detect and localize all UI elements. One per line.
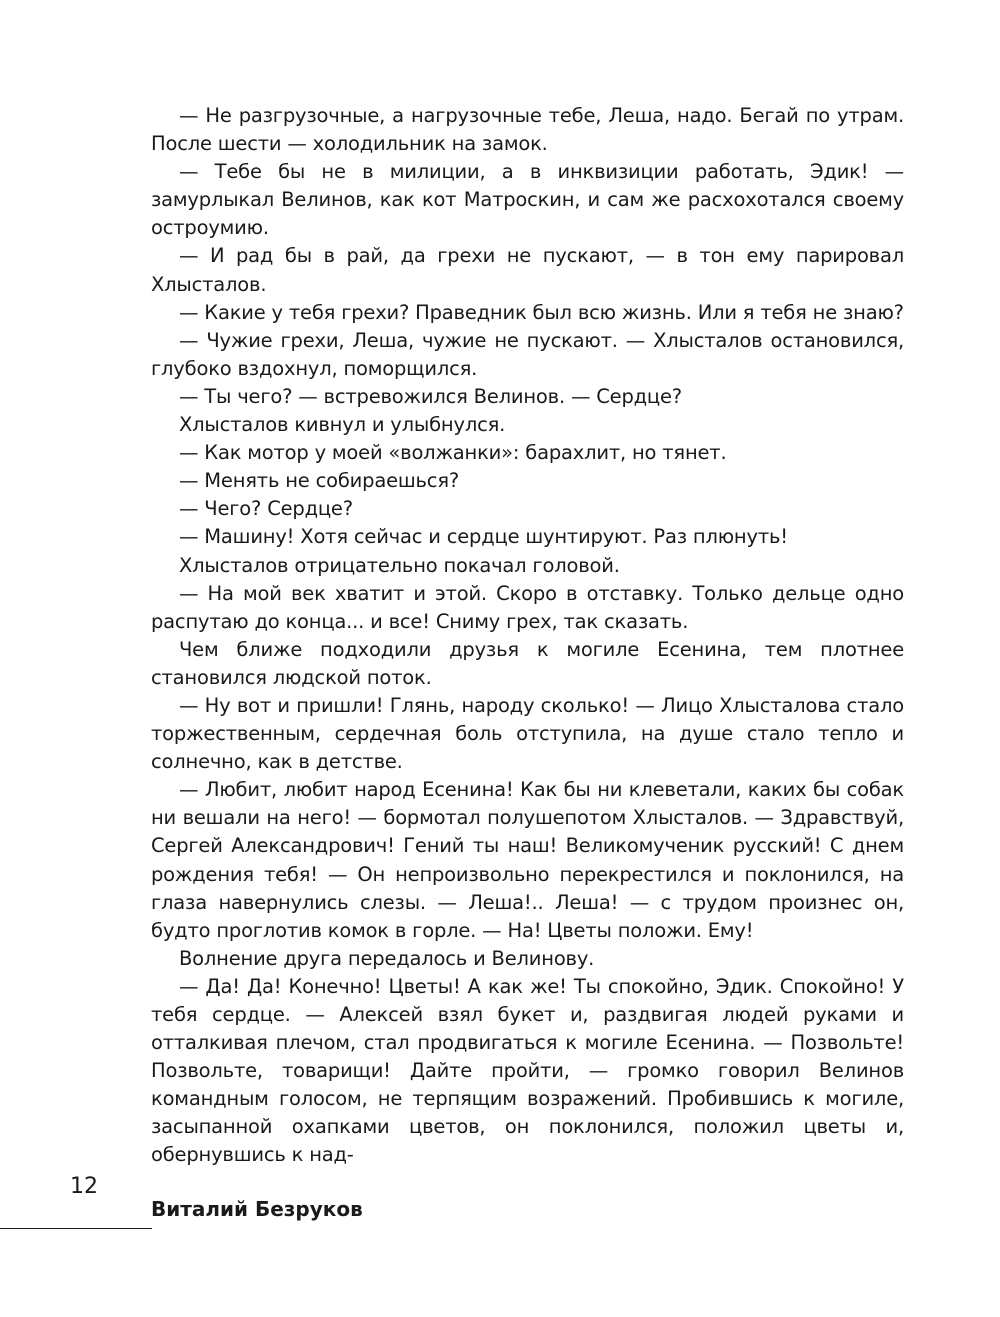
running-footer-author: Виталий Безруков [151,1197,363,1221]
paragraph: Чем ближе подходили друзья к могиле Есенина, тем плотнее становился людской поток. [151,637,904,689]
paragraph: Хлысталов отрицательно покачал головой. [179,553,620,577]
page-number: 12 [70,1174,98,1199]
paragraph: — И рад бы в рай, да грехи не пускают, — в тон ему парировал Хлысталов. [151,244,904,296]
paragraph: — Чего? Сердце? [179,497,353,521]
paragraph: — Чужие грехи, Леша, чужие не пускают. — Хлысталов остановился, глубоко вздохнул, поморщился. [151,328,904,380]
body-text [151,102,904,1170]
paragraph: — Менять не собираешься? [179,469,460,493]
paragraph: Волнение друга передалось и Велинову. [179,946,595,970]
paragraph: — Как мотор у моей «волжанки»: барахлит, но тянет. [179,441,727,465]
paragraph: — Машину! Хотя сейчас и сердце шунтируют. Раз плюнуть! [179,525,788,549]
paragraph: — Какие у тебя грехи? Праведник был всю жизнь. Или я тебя не знаю? [179,300,904,324]
paragraph: — Ты чего? — встревожился Велинов. — Сердце? [179,384,682,408]
paragraph: — Тебе бы не в милиции, а в инквизиции работать, Эдик! — замурлыкал Велинов, как кот Матроскин, и сам же расхохотался своему остроумию. [151,160,904,240]
paragraph: — Да! Да! Конечно! Цветы! А как же! Ты спокойно, Эдик. Спокойно! У тебя сердце. — Алексей взял букет и, раздвигая людей руками и отталкивая плечом, стал продвигаться к могиле Есенина. — Позвольте! Позвольте, товарищи! Дайте пройти, — громко говорил Велинов командным голосом, не терпящим возражений. Пробившись к могиле, засыпанной охапками цветов, он поклонился, положил цветы и, обернувшись к над- [151,974,904,1167]
paragraph: Хлысталов кивнул и улыбнулся. [179,413,506,437]
paragraph: — Не разгрузочные, а нагрузочные тебе, Леша, надо. Бегай по утрам. После шести — холодильник на замок. [151,104,904,156]
paragraph: — Ну вот и пришли! Глянь, народу сколько! — Лицо Хлысталова стало торжественным, сердечная боль отступила, на душе стало тепло и солнечно, как в детстве. [151,693,904,774]
footer-divider [0,1228,152,1229]
paragraph: — На мой век хватит и этой. Скоро в отставку. Только дельце одно распутаю до конца... и все! Сниму грех, так сказать. [151,581,904,633]
paragraph: — Любит, любит народ Есенина! Как бы ни клеветали, каких бы собак ни вешали на него! — бормотал полушепотом Хлысталов. — Здравствуй, Сергей Александрович! Гений ты наш! Великомученик русский! С днем рождения тебя! — Он непроизвольно перекрестился и поклонился, на глаза навернулись слезы. — Леша!.. Леша! — с трудом произнес он, будто проглотив комок в горле. — На! Цветы положи. Ему! [151,778,904,942]
